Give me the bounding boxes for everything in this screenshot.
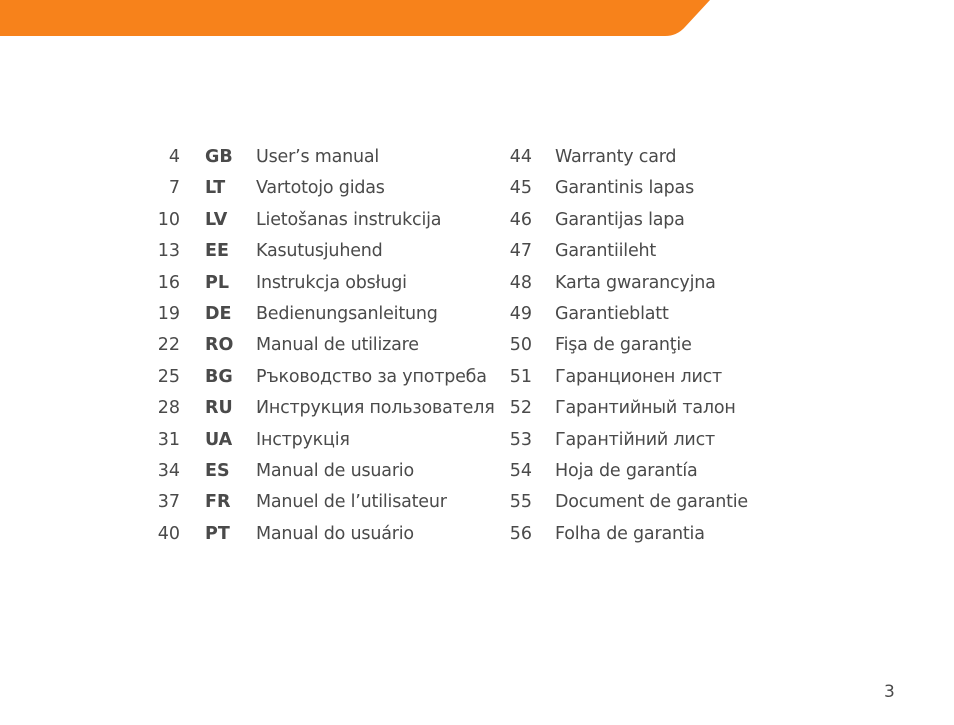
warranty-page-number: 55 [509, 492, 532, 513]
manual-title: Manual de usuario [256, 461, 414, 481]
toc-row [0, 393, 954, 424]
language-code: ES [205, 461, 230, 481]
toc-row [0, 487, 954, 518]
manual-page-number: 34 [157, 461, 180, 481]
warranty-title: Garantiileht [555, 241, 657, 262]
manual-title: Инструкция пользователя [256, 398, 495, 419]
warranty-title: Karta gwarancyjna [555, 272, 716, 293]
toc-row [0, 142, 954, 173]
toc-row [0, 425, 954, 456]
language-code: PT [205, 523, 230, 544]
warranty-page-number: 52 [509, 398, 532, 419]
language-code: EE [205, 241, 229, 262]
warranty-title: Fişa de garanţie [555, 335, 692, 356]
manual-title: Lietošanas instrukcija [256, 209, 442, 230]
warranty-page-number: 54 [509, 461, 532, 481]
warranty-title: Garantinis lapas [555, 178, 694, 199]
manual-title: Vartotojo gidas [256, 178, 385, 199]
manual-title: Ръководство за употреба [256, 366, 487, 387]
warranty-title: Garantieblatt [555, 304, 669, 324]
toc-row [0, 299, 954, 330]
manual-page-number: 16 [157, 272, 180, 293]
warranty-page-number: 49 [509, 304, 532, 324]
toc-row [0, 205, 954, 236]
page-number: 3 [884, 682, 895, 702]
language-code: DE [205, 304, 232, 324]
language-code: FR [205, 492, 231, 513]
language-code: LT [205, 178, 226, 199]
manual-title: Bedienungsanleitung [256, 304, 438, 324]
manual-page-number: 40 [157, 523, 180, 544]
warranty-page-number: 44 [509, 147, 532, 167]
warranty-page-number: 45 [509, 178, 532, 199]
manual-page-number: 13 [157, 241, 180, 262]
toc-row [0, 456, 954, 487]
warranty-page-number: 48 [509, 272, 532, 293]
top-orange-banner [0, 0, 954, 36]
manual-page-number: 10 [157, 209, 180, 230]
language-code: PL [205, 272, 229, 293]
warranty-title: Document de garantie [555, 492, 748, 513]
manual-title: Instrukcja obsługi [256, 272, 407, 293]
language-code: LV [205, 209, 228, 230]
warranty-page-number: 53 [509, 429, 532, 450]
warranty-title: Гаранционен лист [555, 366, 723, 387]
manual-title: Kasutusjuhend [256, 241, 383, 262]
language-code: RO [205, 335, 234, 356]
toc-row [0, 236, 954, 267]
warranty-page-number: 51 [509, 366, 532, 387]
manual-page-number: 4 [168, 147, 180, 167]
manual-page-number: 22 [157, 335, 180, 356]
language-code: GB [205, 147, 233, 167]
language-code: RU [205, 398, 233, 419]
warranty-title: Folha de garantia [555, 523, 705, 544]
manual-title: Manual do usuário [256, 523, 414, 544]
manual-page-number: 25 [157, 366, 180, 387]
manual-title: Інструкція [256, 429, 350, 450]
warranty-page-number: 50 [509, 335, 532, 356]
manual-page-number: 31 [157, 429, 180, 450]
warranty-title: Гарантійний лист [555, 429, 716, 450]
manual-page-number: 7 [168, 178, 180, 199]
toc-row [0, 173, 954, 204]
warranty-title: Garantijas lapa [555, 209, 685, 230]
language-code: BG [205, 366, 233, 387]
warranty-title: Hoja de garantía [555, 461, 698, 481]
manual-page-number: 37 [157, 492, 180, 513]
warranty-title: Warranty card [555, 147, 677, 167]
manual-page-number: 19 [157, 304, 180, 324]
warranty-page-number: 46 [509, 209, 532, 230]
toc-row [0, 268, 954, 299]
warranty-title: Гарантийный талон [555, 398, 736, 419]
manual-title: User’s manual [256, 147, 380, 167]
warranty-page-number: 47 [509, 241, 532, 262]
toc-row [0, 330, 954, 361]
manual-page-number: 28 [157, 398, 180, 419]
warranty-page-number: 56 [509, 523, 532, 544]
manual-title: Manual de utilizare [256, 335, 419, 356]
language-code: UA [205, 429, 233, 450]
manual-title: Manuel de l’utilisateur [256, 492, 447, 513]
toc-row [0, 519, 954, 550]
toc-row [0, 362, 954, 393]
